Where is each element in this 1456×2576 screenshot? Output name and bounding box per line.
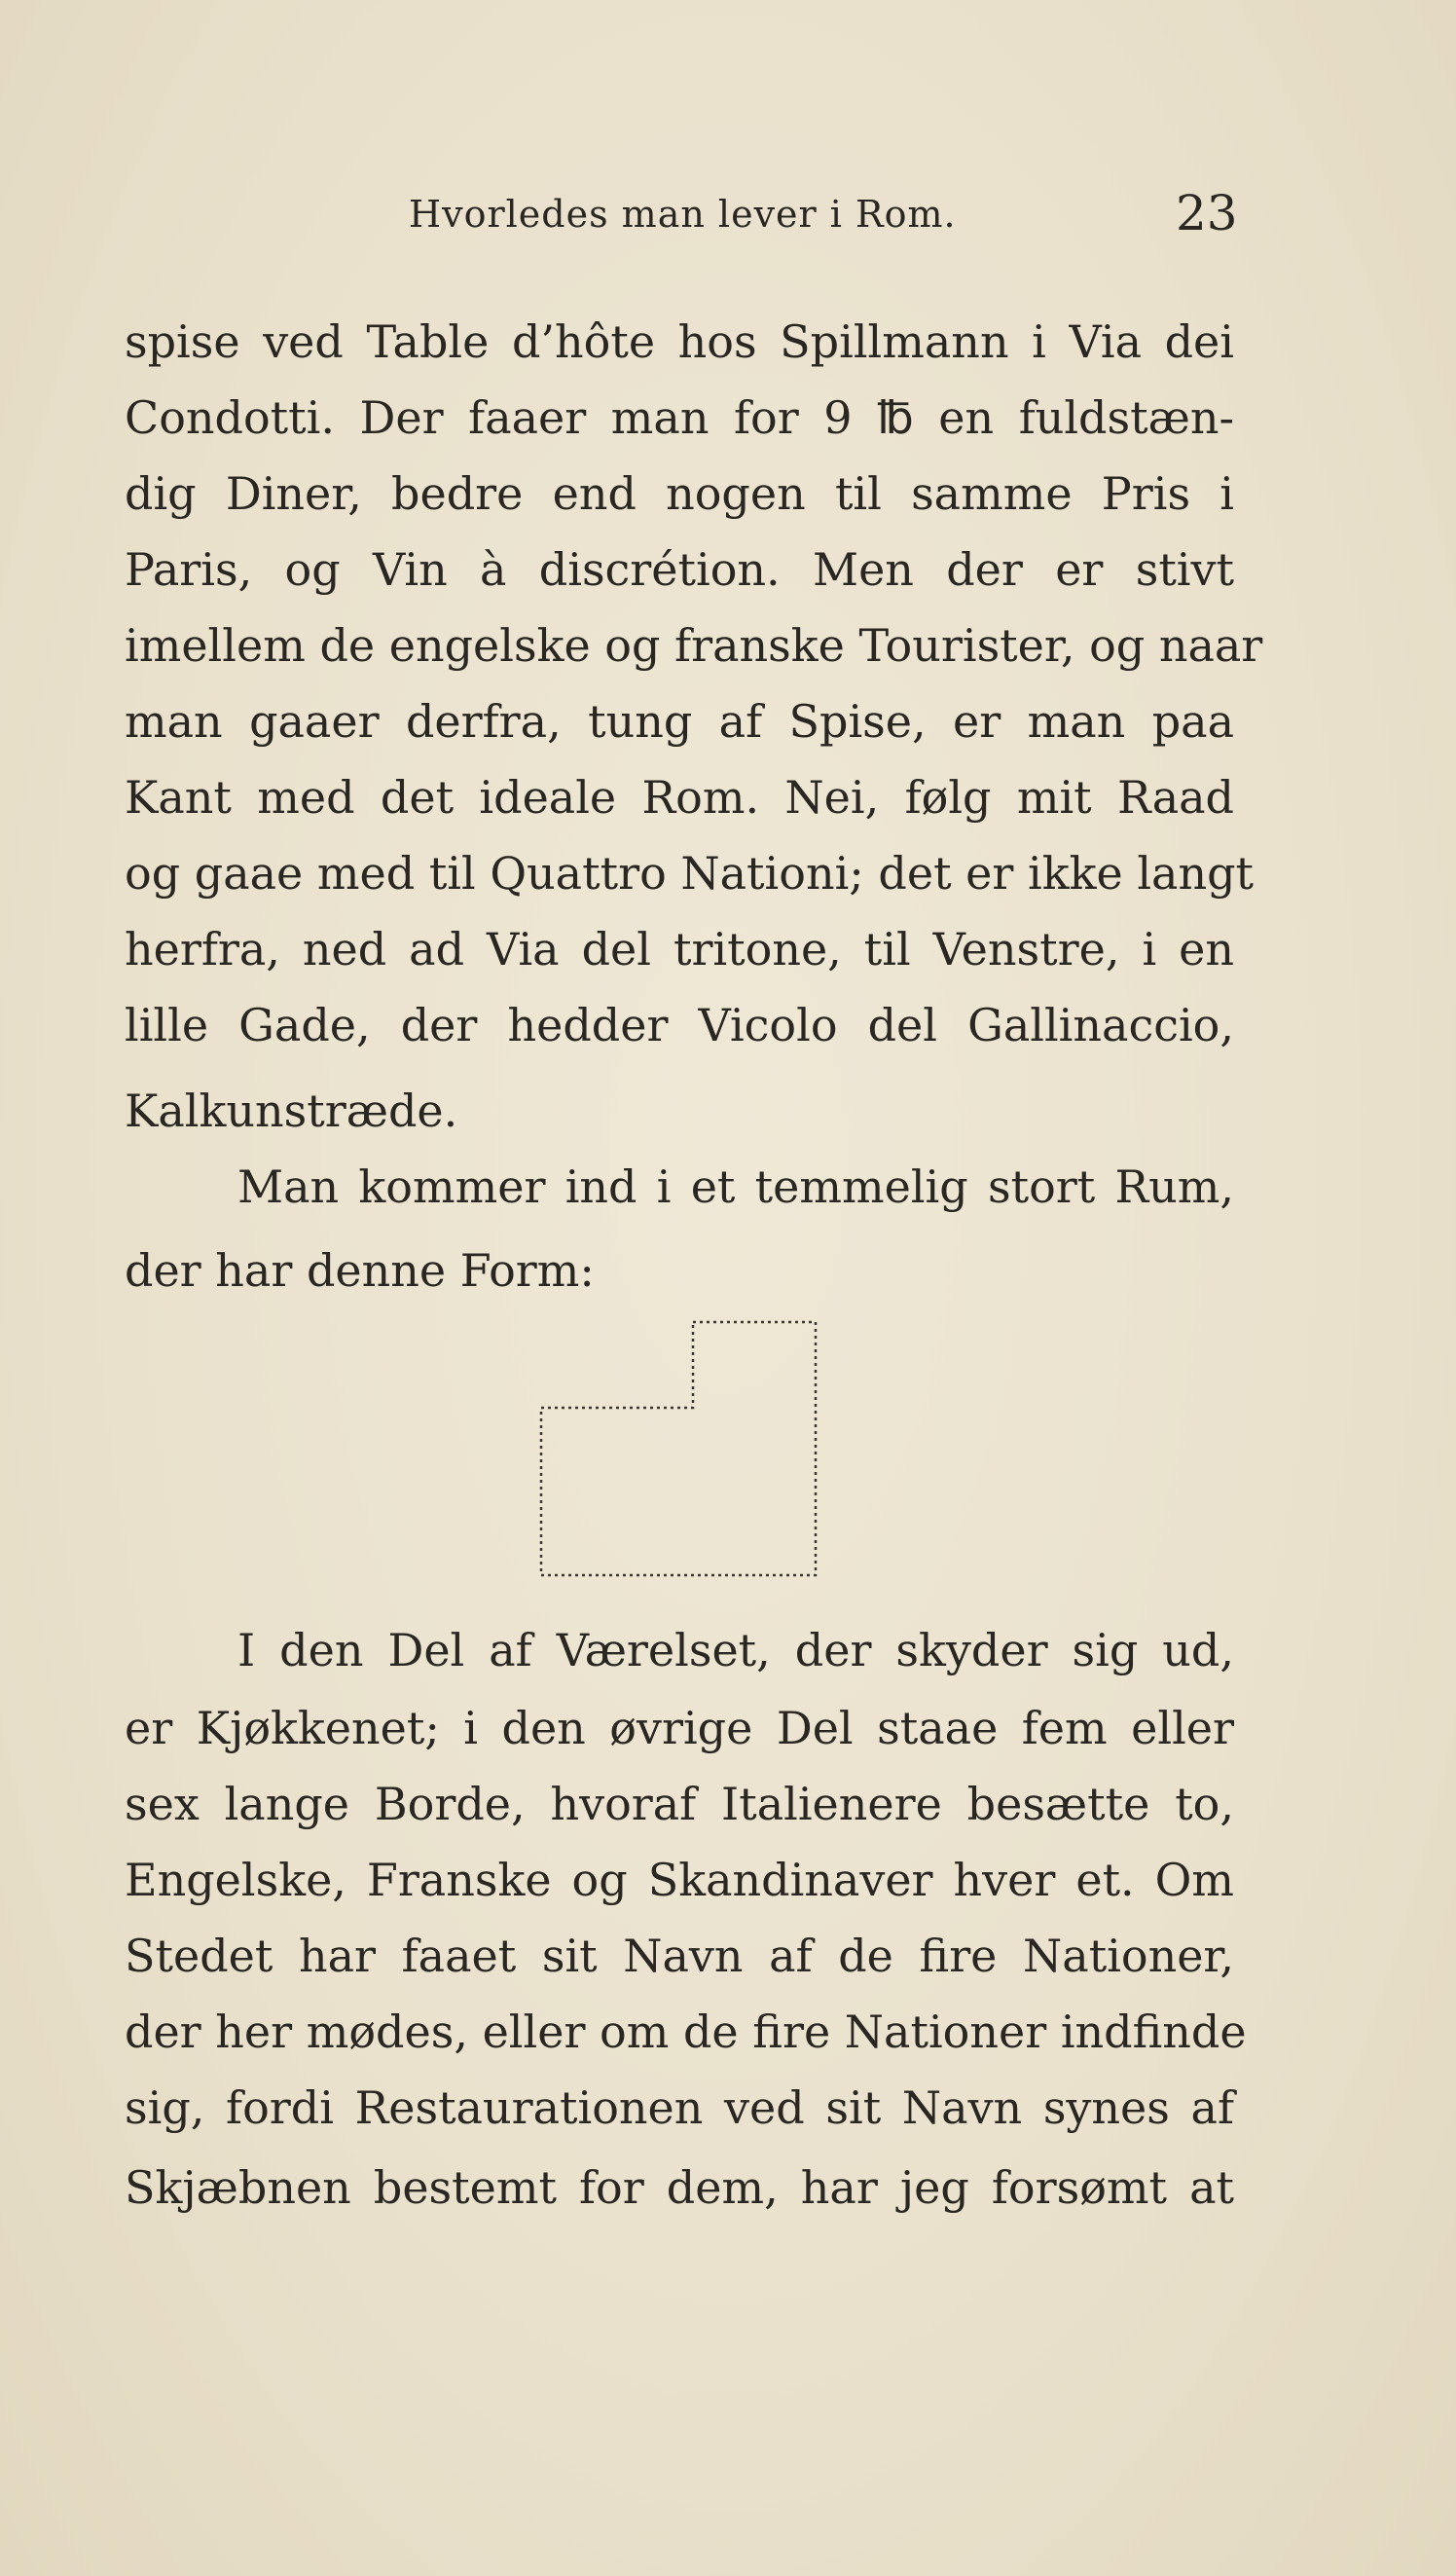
text-line: Kalkunstræde. (125, 1085, 458, 1137)
text-line: imellem de engelske og franske Tourister, og naar (125, 619, 1263, 672)
text-line: sig, fordi Restaurationen ved sit Navn synes af (125, 2081, 1234, 2134)
text-line: Engelske, Franske og Skandinaver hver et. Om (125, 1854, 1234, 1906)
text-line: lille Gade, der hedder Vicolo del Gallinaccio, (125, 999, 1234, 1051)
text-line: sex lange Borde, hvoraf Italienere besætte to, (125, 1778, 1234, 1830)
text-line: spise ved Table d’hôte hos Spillmann i Via dei (125, 315, 1234, 368)
room-outline (541, 1322, 816, 1575)
text-line: Paris, og Vin à discrétion. Men der er stivt (125, 543, 1234, 596)
text-line: herfra, ned ad Via del tritone, til Venstre, i en (125, 923, 1234, 975)
room-floor-plan-figure (535, 1314, 827, 1587)
text-line: Stedet har faaet sit Navn af de fire Nationer, (125, 1930, 1234, 1982)
text-line: Man kommer ind i et temmelig stort Rum, (237, 1160, 1234, 1213)
running-head (0, 185, 1456, 253)
text-line: I den Del af Værelset, der skyder sig ud, (237, 1624, 1234, 1676)
text-line: og gaae med til Quattro Nationi; det er ikke langt (125, 847, 1255, 900)
text-line: man gaaer derfra, tung af Spise, er man paa (125, 695, 1234, 748)
running-title: Hvorledes man lever i Rom. (409, 193, 957, 236)
page-number: 23 (1176, 185, 1238, 241)
text-line: Kant med det ideale Rom. Nei, følg mit Raad (125, 771, 1234, 824)
text-line: der her mødes, eller om de fire Nationer indfinde (125, 2006, 1247, 2058)
text-line: er Kjøkkenet; i den øvrige Del staae fem eller (125, 1702, 1234, 1754)
text-line: Skjæbnen bestemt for dem, har jeg forsømt at (125, 2161, 1234, 2214)
text-line: Condotti. Der faaer man for 9 ℔ en fuldstæn- (125, 391, 1234, 444)
text-line: dig Diner, bedre end nogen til samme Pris i (125, 467, 1234, 520)
text-line: der har denne Form: (125, 1244, 595, 1297)
